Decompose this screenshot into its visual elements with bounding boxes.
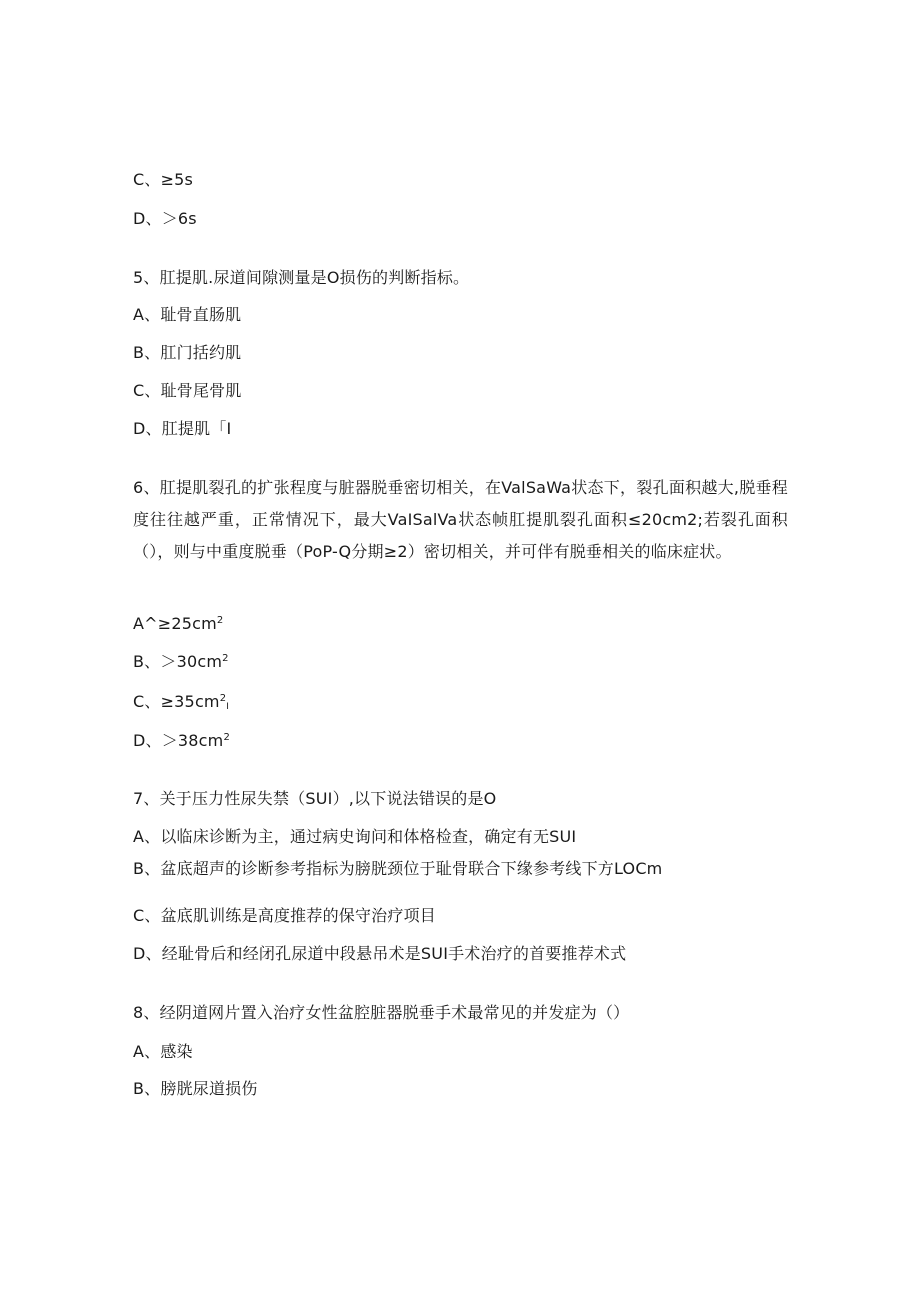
q6-option-b: B、$>30cm^2$ xyxy=(133,652,229,671)
q5-option-c: C、耻骨尾骨肌 xyxy=(133,381,242,400)
q4-option-c: C、≥5s xyxy=(133,170,194,189)
q7-option-a: A、以临床诊断为主，通过病史询问和体格检查，确定有无SUI xyxy=(133,827,577,846)
q6-option-c: C、$\ge 35cm^2I$ xyxy=(133,692,230,712)
q6-question: 6、肛提肌裂孔的扩张程度与脏器脱垂密切相关，在ValSaWa状态下，裂孔面积越大,脱垂程度往往越严重，正常情况下，最大VaISalVa状态帧肛提肌裂孔面积≤20cm2;若裂孔面积（），则与中重度脱垂（PoP-Q分期≥2）密切相关，并可伴有脱垂相关的临床症状。 xyxy=(133,478,788,561)
q4-option-d: D、＞6s xyxy=(133,209,197,228)
q7-question: 7、关于压力性尿失禁（SUI）,以下说法错误的是O xyxy=(133,789,497,808)
q5-option-d: D、肛提肌「I xyxy=(133,419,232,438)
q5-option-b: B、肛门括约肌 xyxy=(133,343,242,362)
q5-question: 5、肛提肌.尿道间隙测量是O损伤的判断指标。 xyxy=(133,268,470,287)
q8-option-a: A、感染 xyxy=(133,1042,193,1061)
q5-option-a: A、耻骨直肠肌 xyxy=(133,305,242,324)
q7-option-b: B、盆底超声的诊断参考指标为膀胱颈位于耻骨联合下缘参考线下方LOCm xyxy=(133,859,663,878)
q6-option-a: $A\^{}\ge 25cm^2$ xyxy=(133,614,224,633)
q8-option-b: B、膀胱尿道损伤 xyxy=(133,1079,258,1098)
q7-option-c: C、盆底肌训练是高度推荐的保守治疗项目 xyxy=(133,906,436,925)
q7-option-d: D、经耻骨后和经闭孔尿道中段悬吊术是SUI手术治疗的首要推荐术式 xyxy=(133,944,627,963)
q6-option-d: D、$>38cm^2$ xyxy=(133,731,231,750)
q8-question: 8、经阴道网片置入治疗女性盆腔脏器脱垂手术最常见的并发症为（） xyxy=(133,1003,630,1022)
